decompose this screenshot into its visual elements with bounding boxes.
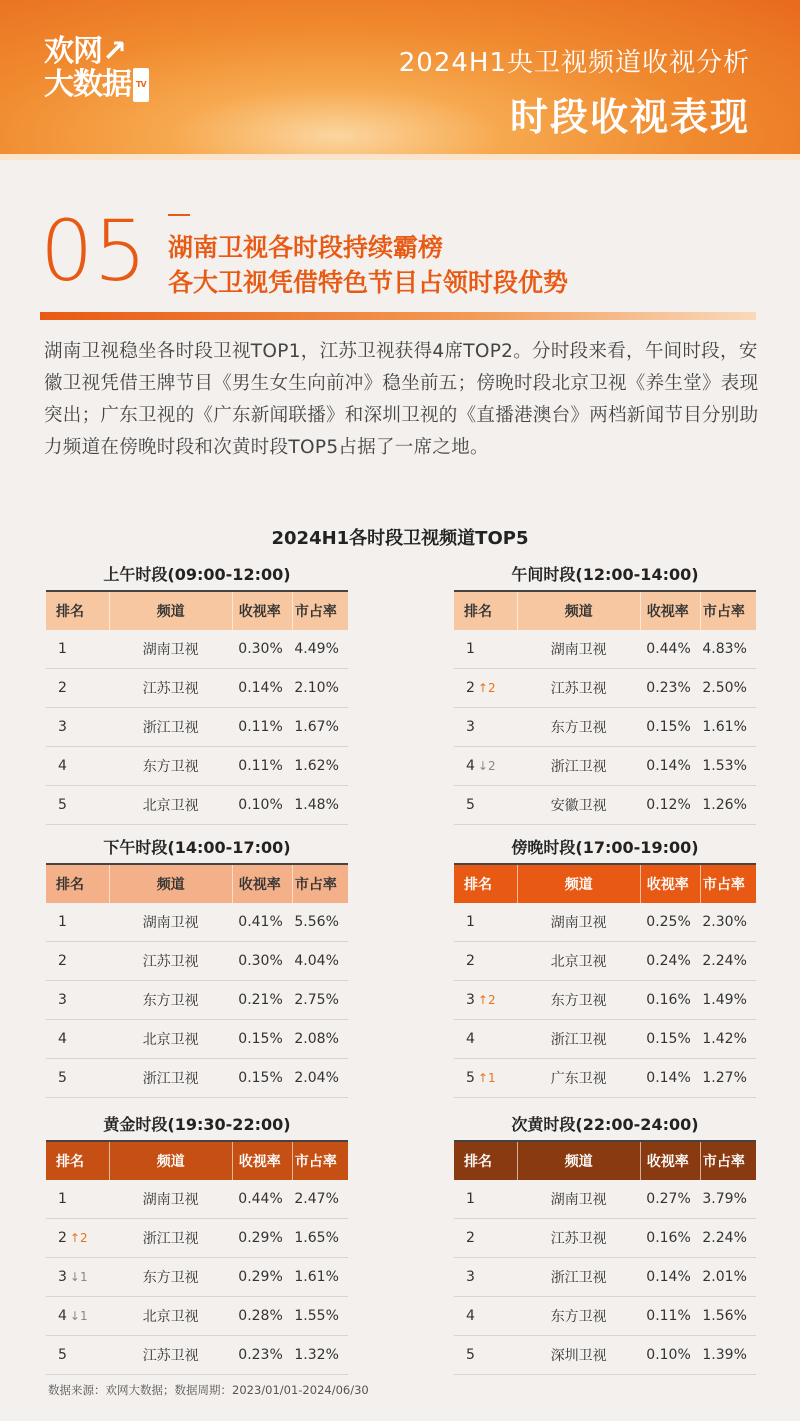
rank-cell	[46, 786, 109, 825]
header-subtitle: 2024H1央卫视频道收视分析	[398, 48, 750, 78]
intro-paragraph: 湖南卫视稳坐各时段卫视TOP1，江苏卫视获得4席TOP2。分时段来看，午间时段，安徽卫视凭借王牌节目《男生女生向前冲》稳坐前五；傍晚时段北京卫视《养生堂》表现突出；广东卫视的《广东新闻联播》和深圳卫视的《直播港澳台》两档新闻节目分别助力频道在傍晚时段和次黄时段TOP5占据了一席之地。	[44, 341, 759, 458]
logo-line2: 大数据	[44, 67, 131, 102]
table-row	[454, 1180, 756, 1219]
table-title: 次黄时段(22:00-24:00)	[511, 1115, 699, 1134]
rank-up-indicator: ↑2	[477, 681, 496, 695]
share-cell: 2.75%	[292, 981, 348, 1020]
rank-up-indicator: ↑2	[69, 1231, 88, 1245]
channel-cell: 北京卫视	[109, 786, 232, 825]
rank-value: 4	[466, 758, 475, 774]
share-cell: 2.10%	[292, 669, 348, 708]
table-row	[454, 903, 756, 942]
rank-cell	[46, 708, 109, 747]
share-cell: 1.55%	[292, 1297, 348, 1336]
rank-cell	[46, 1336, 109, 1375]
ranking-table	[46, 1112, 348, 1375]
rating-cell: 0.14%	[640, 1059, 700, 1098]
rating-cell: 0.10%	[232, 786, 292, 825]
rank-value: 2	[58, 680, 67, 696]
footer-source: 数据来源：欢网大数据；数据周期：2023/01/01-2024/06/30	[48, 1383, 369, 1397]
share-cell: 1.61%	[292, 1258, 348, 1297]
rating-cell: 0.27%	[640, 1180, 700, 1219]
section-heading-1: 湖南卫视各时段持续霸榜	[168, 233, 444, 262]
rank-cell	[454, 1059, 517, 1098]
column-header: 收视率	[232, 592, 292, 630]
rank-value: 2	[58, 1230, 67, 1246]
table-row	[46, 942, 348, 981]
rank-value: 1	[58, 914, 67, 930]
rank-value: 2	[466, 953, 475, 969]
rank-cell	[46, 981, 109, 1020]
rating-cell: 0.14%	[232, 669, 292, 708]
column-header: 排名	[46, 592, 109, 630]
logo-badge: TV	[133, 68, 149, 102]
share-cell: 1.67%	[292, 708, 348, 747]
channel-cell: 东方卫视	[109, 1258, 232, 1297]
rank-cell	[454, 630, 517, 669]
rating-cell: 0.25%	[640, 903, 700, 942]
column-header: 排名	[46, 1142, 109, 1180]
header-title: 时段收视表现	[509, 95, 750, 139]
rank-down-indicator: ↓1	[69, 1309, 88, 1323]
rating-cell: 0.21%	[232, 981, 292, 1020]
share-cell: 2.30%	[700, 903, 756, 942]
share-cell: 3.79%	[700, 1180, 756, 1219]
rank-value: 1	[58, 1191, 67, 1207]
share-cell: 1.56%	[700, 1297, 756, 1336]
share-cell: 2.24%	[700, 1219, 756, 1258]
column-header: 市占率	[700, 592, 756, 630]
header-banner	[0, 0, 800, 160]
table-row	[46, 786, 348, 825]
rating-cell: 0.29%	[232, 1219, 292, 1258]
ranking-table	[46, 835, 348, 1098]
logo-line1: 欢网↗	[44, 34, 127, 69]
channel-cell: 深圳卫视	[517, 1336, 640, 1375]
share-cell: 5.56%	[292, 903, 348, 942]
table-row	[46, 747, 348, 786]
column-header: 市占率	[700, 865, 756, 903]
rating-cell: 0.23%	[232, 1336, 292, 1375]
rank-cell	[454, 669, 517, 708]
ranking-table	[46, 562, 348, 825]
rank-cell	[46, 1258, 109, 1297]
rank-value: 1	[466, 914, 475, 930]
channel-cell: 浙江卫视	[109, 708, 232, 747]
column-header: 频道	[109, 865, 232, 903]
rating-cell: 0.44%	[232, 1180, 292, 1219]
table-row	[454, 942, 756, 981]
channel-cell: 浙江卫视	[517, 1258, 640, 1297]
channel-cell: 江苏卫视	[109, 669, 232, 708]
column-header: 排名	[454, 1142, 517, 1180]
rank-value: 4	[58, 758, 67, 774]
channel-cell: 浙江卫视	[109, 1059, 232, 1098]
column-header: 频道	[109, 1142, 232, 1180]
share-cell: 2.08%	[292, 1020, 348, 1059]
rank-down-indicator: ↓1	[69, 1270, 88, 1284]
table-row	[46, 708, 348, 747]
rank-cell	[454, 1336, 517, 1375]
rank-value: 1	[466, 1191, 475, 1207]
rating-cell: 0.14%	[640, 1258, 700, 1297]
table-row	[46, 1020, 348, 1059]
share-cell: 1.53%	[700, 747, 756, 786]
column-header: 频道	[109, 592, 232, 630]
rank-cell	[454, 1297, 517, 1336]
rating-cell: 0.16%	[640, 981, 700, 1020]
table-row	[454, 708, 756, 747]
channel-cell: 北京卫视	[109, 1297, 232, 1336]
rank-value: 3	[466, 719, 475, 735]
rank-value: 2	[58, 953, 67, 969]
rating-cell: 0.12%	[640, 786, 700, 825]
ranking-table	[454, 835, 756, 1098]
channel-cell: 湖南卫视	[517, 1180, 640, 1219]
share-cell: 2.24%	[700, 942, 756, 981]
column-header: 市占率	[292, 865, 348, 903]
ranking-table	[454, 562, 756, 825]
rank-value: 3	[58, 992, 67, 1008]
rank-value: 3	[466, 992, 475, 1008]
column-header: 排名	[46, 865, 109, 903]
rank-value: 1	[466, 641, 475, 657]
rating-cell: 0.15%	[232, 1059, 292, 1098]
channel-cell: 浙江卫视	[517, 1020, 640, 1059]
channel-cell: 江苏卫视	[109, 1336, 232, 1375]
channel-cell: 湖南卫视	[517, 903, 640, 942]
rating-cell: 0.11%	[232, 708, 292, 747]
column-header: 频道	[517, 592, 640, 630]
channel-cell: 东方卫视	[517, 981, 640, 1020]
column-header: 市占率	[292, 1142, 348, 1180]
rating-cell: 0.28%	[232, 1297, 292, 1336]
table-row	[454, 786, 756, 825]
rank-cell	[454, 1020, 517, 1059]
rank-value: 4	[58, 1308, 67, 1324]
table-row	[46, 1219, 348, 1258]
rating-cell: 0.15%	[640, 1020, 700, 1059]
rank-cell	[46, 903, 109, 942]
rank-cell	[46, 1020, 109, 1059]
channel-cell: 北京卫视	[109, 1020, 232, 1059]
rank-cell	[46, 1297, 109, 1336]
rank-value: 2	[466, 680, 475, 696]
rating-cell: 0.15%	[640, 708, 700, 747]
share-cell: 4.83%	[700, 630, 756, 669]
share-cell: 1.49%	[700, 981, 756, 1020]
table-row	[46, 981, 348, 1020]
rank-cell	[46, 942, 109, 981]
column-header: 频道	[517, 1142, 640, 1180]
rating-cell: 0.44%	[640, 630, 700, 669]
rank-value: 3	[58, 719, 67, 735]
column-header: 频道	[517, 865, 640, 903]
share-cell: 1.26%	[700, 786, 756, 825]
rank-value: 1	[58, 641, 67, 657]
share-cell: 1.27%	[700, 1059, 756, 1098]
section-dash	[168, 214, 190, 216]
rating-cell: 0.16%	[640, 1219, 700, 1258]
ranking-grid	[454, 1142, 756, 1375]
share-cell: 2.47%	[292, 1180, 348, 1219]
rating-cell: 0.23%	[640, 669, 700, 708]
rank-value: 5	[58, 1347, 67, 1363]
rank-up-indicator: ↑2	[477, 993, 496, 1007]
column-header: 收视率	[640, 592, 700, 630]
table-row	[46, 1180, 348, 1219]
table-row	[46, 669, 348, 708]
rank-cell	[46, 630, 109, 669]
channel-cell: 湖南卫视	[109, 903, 232, 942]
rank-cell	[454, 942, 517, 981]
share-cell: 4.04%	[292, 942, 348, 981]
rank-up-indicator: ↑1	[477, 1071, 496, 1085]
tables-title: 2024H1各时段卫视频道TOP5	[271, 528, 529, 549]
ranking-grid	[46, 592, 348, 825]
rank-cell	[454, 1180, 517, 1219]
rank-value: 5	[58, 797, 67, 813]
column-header: 排名	[454, 865, 517, 903]
share-cell: 1.32%	[292, 1336, 348, 1375]
rank-cell	[46, 1059, 109, 1098]
rank-value: 5	[58, 1070, 67, 1086]
column-header: 排名	[454, 592, 517, 630]
table-row	[46, 903, 348, 942]
rank-value: 2	[466, 1230, 475, 1246]
channel-cell: 湖南卫视	[109, 1180, 232, 1219]
share-cell: 2.01%	[700, 1258, 756, 1297]
share-cell: 1.61%	[700, 708, 756, 747]
share-cell: 1.65%	[292, 1219, 348, 1258]
rank-cell	[454, 1219, 517, 1258]
table-row	[454, 669, 756, 708]
table-title: 傍晚时段(17:00-19:00)	[511, 838, 699, 857]
share-cell: 1.62%	[292, 747, 348, 786]
rank-cell	[454, 708, 517, 747]
rank-cell	[46, 1180, 109, 1219]
channel-cell: 东方卫视	[517, 708, 640, 747]
channel-cell: 湖南卫视	[517, 630, 640, 669]
table-row	[454, 1219, 756, 1258]
share-cell: 1.48%	[292, 786, 348, 825]
section-number: 05	[40, 202, 147, 300]
channel-cell: 东方卫视	[109, 981, 232, 1020]
rank-cell	[454, 786, 517, 825]
channel-cell: 东方卫视	[109, 747, 232, 786]
column-header: 收视率	[640, 865, 700, 903]
section-heading-2: 各大卫视凭借特色节目占领时段优势	[168, 268, 569, 297]
table-row	[46, 630, 348, 669]
channel-cell: 江苏卫视	[109, 942, 232, 981]
table-row	[46, 1258, 348, 1297]
rank-cell	[454, 1258, 517, 1297]
share-cell: 2.04%	[292, 1059, 348, 1098]
table-row	[454, 1059, 756, 1098]
rating-cell: 0.15%	[232, 1020, 292, 1059]
rank-value: 4	[58, 1031, 67, 1047]
rating-cell: 0.30%	[232, 942, 292, 981]
rating-cell: 0.11%	[640, 1297, 700, 1336]
table-row	[46, 1336, 348, 1375]
channel-cell: 浙江卫视	[109, 1219, 232, 1258]
column-header: 市占率	[292, 592, 348, 630]
section-divider	[40, 312, 756, 320]
table-title: 黄金时段(19:30-22:00)	[103, 1115, 291, 1134]
channel-cell: 北京卫视	[517, 942, 640, 981]
rank-cell	[454, 981, 517, 1020]
table-row	[454, 630, 756, 669]
rank-value: 5	[466, 1070, 475, 1086]
rank-cell	[46, 669, 109, 708]
ranking-grid	[46, 865, 348, 1098]
rank-cell	[46, 1219, 109, 1258]
rank-value: 5	[466, 1347, 475, 1363]
column-header: 收视率	[232, 1142, 292, 1180]
table-row	[454, 1020, 756, 1059]
rating-cell: 0.30%	[232, 630, 292, 669]
rating-cell: 0.10%	[640, 1336, 700, 1375]
ranking-table	[454, 1112, 756, 1375]
channel-cell: 江苏卫视	[517, 1219, 640, 1258]
column-header: 市占率	[700, 1142, 756, 1180]
ranking-grid	[46, 1142, 348, 1375]
share-cell: 1.42%	[700, 1020, 756, 1059]
rating-cell: 0.14%	[640, 747, 700, 786]
table-row	[454, 1258, 756, 1297]
channel-cell: 广东卫视	[517, 1059, 640, 1098]
channel-cell: 东方卫视	[517, 1297, 640, 1336]
rank-cell	[46, 747, 109, 786]
rating-cell: 0.11%	[232, 747, 292, 786]
share-cell: 4.49%	[292, 630, 348, 669]
rank-value: 3	[58, 1269, 67, 1285]
table-row	[46, 1059, 348, 1098]
share-cell: 2.50%	[700, 669, 756, 708]
table-row	[454, 1297, 756, 1336]
table-row	[46, 1297, 348, 1336]
rank-value: 5	[466, 797, 475, 813]
brand-logo	[44, 36, 149, 102]
ranking-grid	[454, 592, 756, 825]
channel-cell: 湖南卫视	[109, 630, 232, 669]
share-cell: 1.39%	[700, 1336, 756, 1375]
table-row	[454, 1336, 756, 1375]
channel-cell: 浙江卫视	[517, 747, 640, 786]
rating-cell: 0.29%	[232, 1258, 292, 1297]
table-row	[454, 981, 756, 1020]
table-row	[454, 747, 756, 786]
rating-cell: 0.24%	[640, 942, 700, 981]
rank-down-indicator: ↓2	[477, 759, 496, 773]
rank-value: 3	[466, 1269, 475, 1285]
rank-cell	[454, 747, 517, 786]
channel-cell: 江苏卫视	[517, 669, 640, 708]
column-header: 收视率	[640, 1142, 700, 1180]
table-title: 下午时段(14:00-17:00)	[103, 838, 291, 857]
table-title: 午间时段(12:00-14:00)	[511, 565, 699, 584]
rank-value: 4	[466, 1308, 475, 1324]
column-header: 收视率	[232, 865, 292, 903]
table-title: 上午时段(09:00-12:00)	[103, 565, 291, 584]
rank-value: 4	[466, 1031, 475, 1047]
channel-cell: 安徽卫视	[517, 786, 640, 825]
rank-cell	[454, 903, 517, 942]
ranking-grid	[454, 865, 756, 1098]
rating-cell: 0.41%	[232, 903, 292, 942]
